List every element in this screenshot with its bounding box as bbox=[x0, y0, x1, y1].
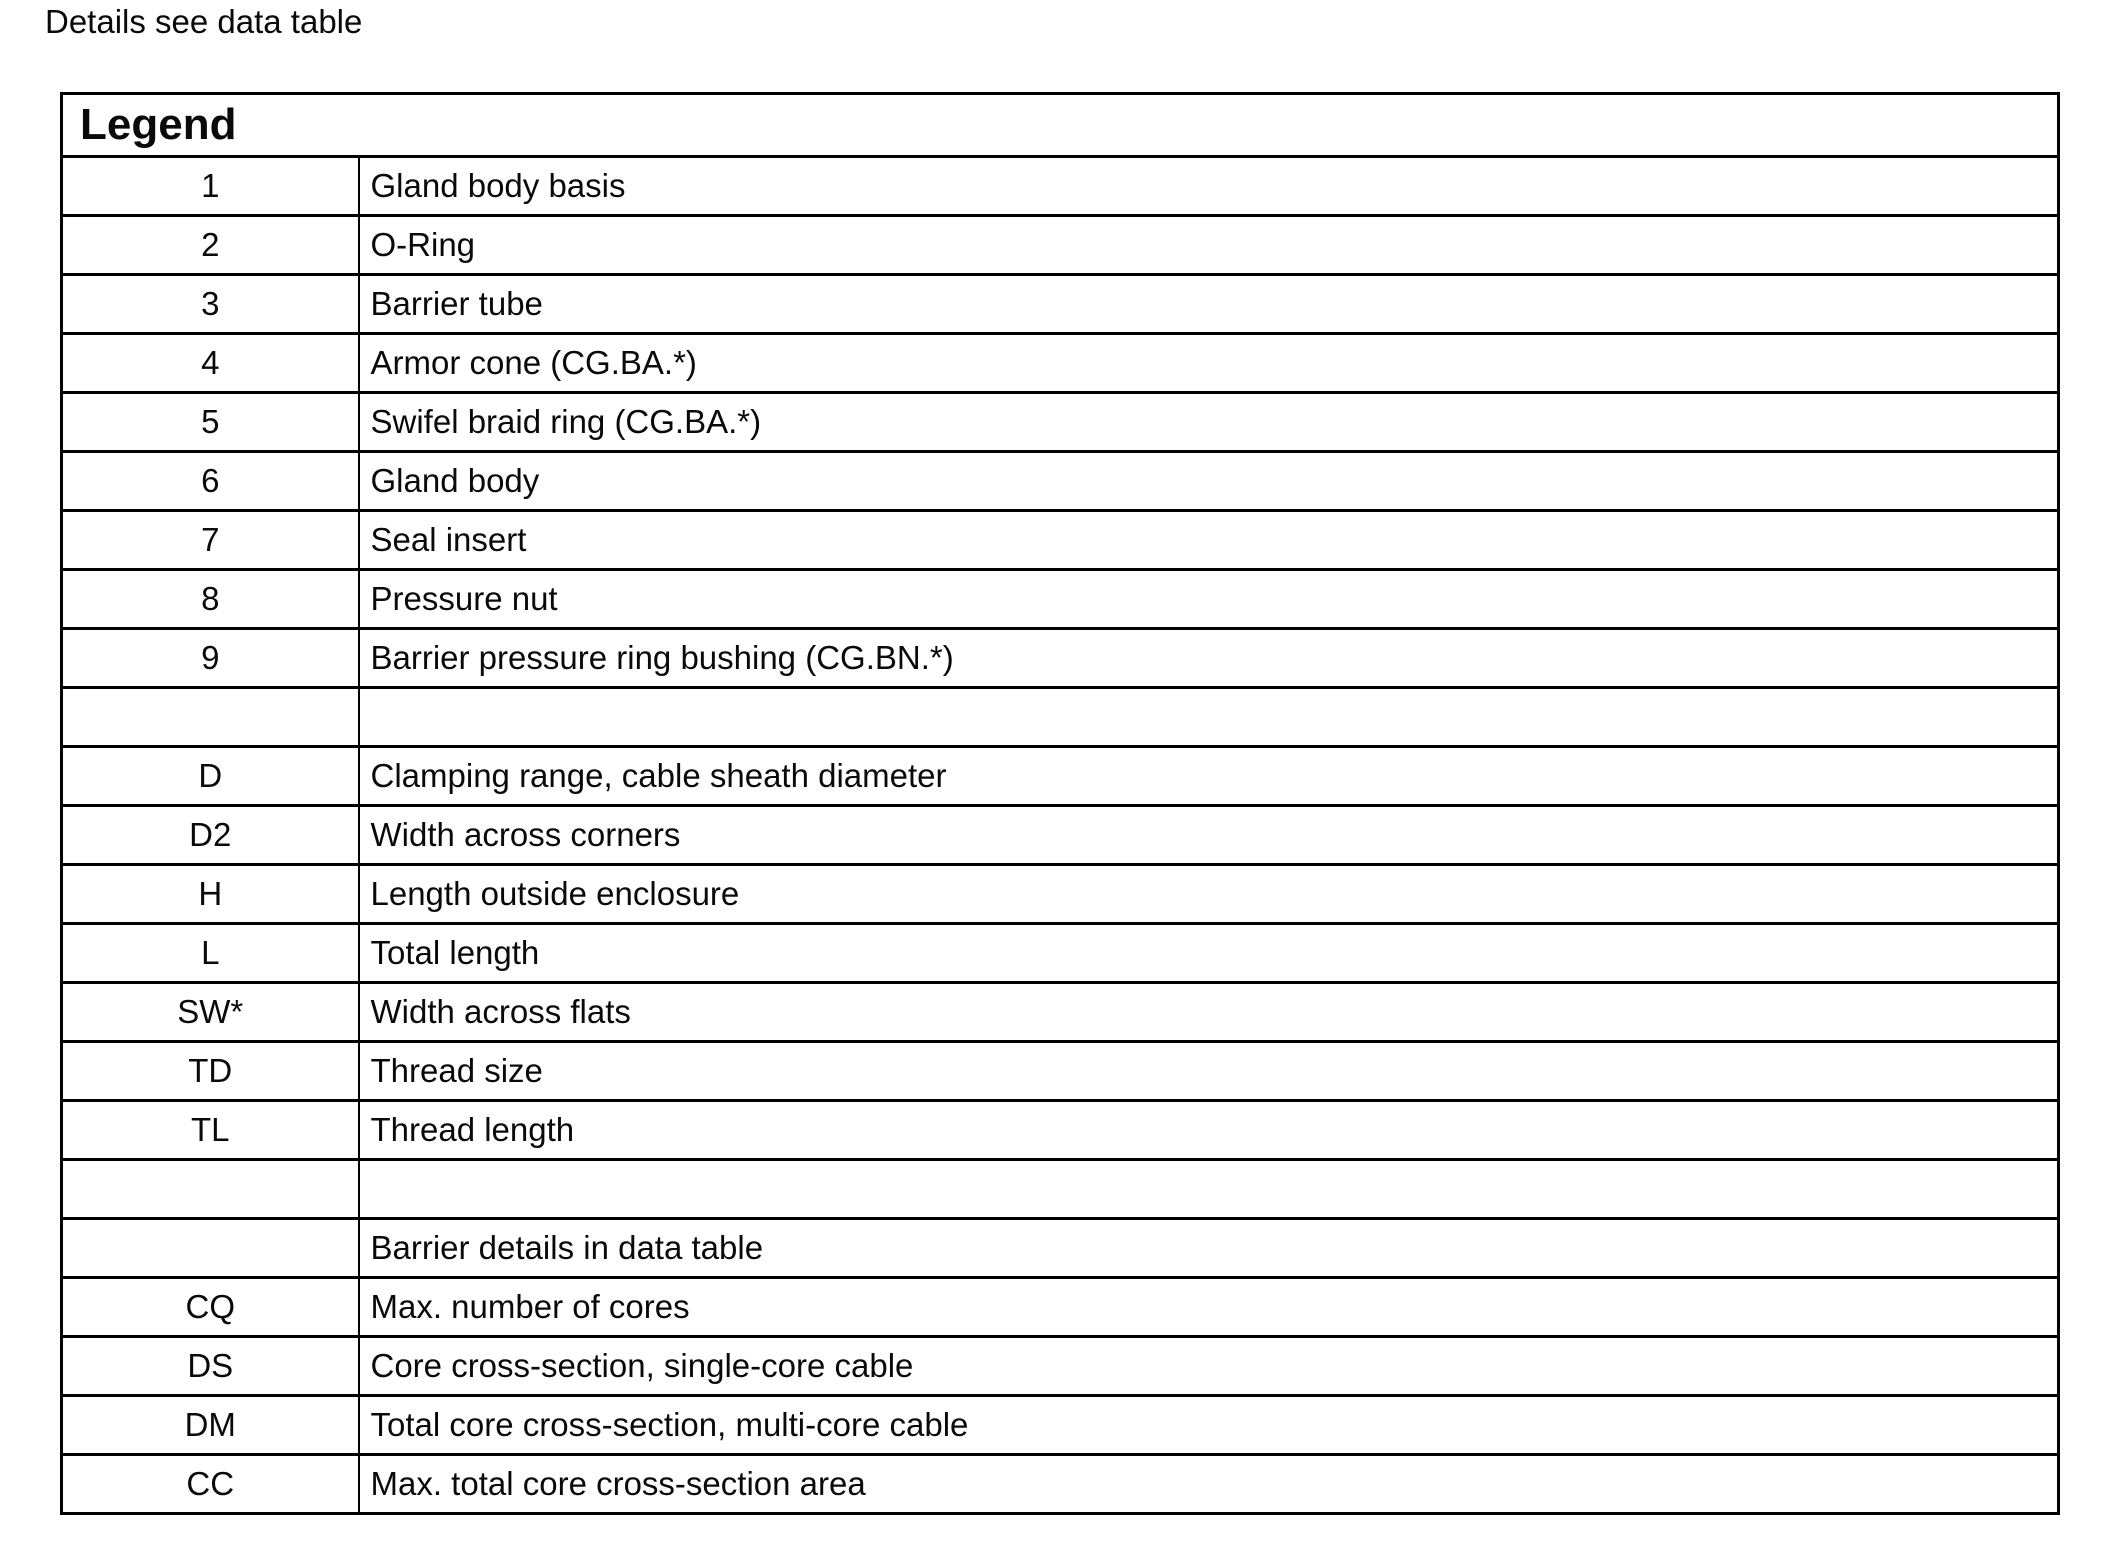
legend-row-label: Max. total core cross-section area bbox=[359, 1455, 2059, 1514]
legend-row-label: Swifel braid ring (CG.BA.*) bbox=[359, 393, 2059, 452]
legend-row-label: Gland body bbox=[359, 452, 2059, 511]
legend-row bbox=[62, 865, 2059, 924]
legend-row bbox=[62, 334, 2059, 393]
legend-row-label: Gland body basis bbox=[359, 157, 2059, 216]
legend-row-label: Width across flats bbox=[359, 983, 2059, 1042]
legend-row bbox=[62, 747, 2059, 806]
legend-row-code: 8 bbox=[62, 570, 359, 629]
legend-row bbox=[62, 1455, 2059, 1514]
legend-row-label: Pressure nut bbox=[359, 570, 2059, 629]
legend-row-code: H bbox=[62, 865, 359, 924]
legend-row-label: Armor cone (CG.BA.*) bbox=[359, 334, 2059, 393]
legend-row-code: TL bbox=[62, 1101, 359, 1160]
legend-row-code: L bbox=[62, 924, 359, 983]
legend-row-code: 4 bbox=[62, 334, 359, 393]
legend-row-label: Barrier tube bbox=[359, 275, 2059, 334]
legend-row-code bbox=[62, 688, 359, 747]
legend-row-code: DS bbox=[62, 1337, 359, 1396]
legend-row-code: 1 bbox=[62, 157, 359, 216]
legend-row-code bbox=[62, 1160, 359, 1219]
legend-row bbox=[62, 1278, 2059, 1337]
legend-row-label: Thread size bbox=[359, 1042, 2059, 1101]
legend-row-label: Barrier details in data table bbox=[359, 1219, 2059, 1278]
legend-row bbox=[62, 570, 2059, 629]
legend-row-label: Length outside enclosure bbox=[359, 865, 2059, 924]
legend-row bbox=[62, 1101, 2059, 1160]
legend-table-body bbox=[62, 157, 2059, 1514]
legend-row bbox=[62, 688, 2059, 747]
legend-row-code: 2 bbox=[62, 216, 359, 275]
legend-row-code: 3 bbox=[62, 275, 359, 334]
legend-row bbox=[62, 806, 2059, 865]
legend-row-code: 7 bbox=[62, 511, 359, 570]
legend-title-row bbox=[62, 94, 2059, 157]
legend-row-label: Clamping range, cable sheath diameter bbox=[359, 747, 2059, 806]
legend-row bbox=[62, 1396, 2059, 1455]
legend-row-code: 9 bbox=[62, 629, 359, 688]
legend-row-label bbox=[359, 1160, 2059, 1219]
legend-row-code: 5 bbox=[62, 393, 359, 452]
legend-row-code: D2 bbox=[62, 806, 359, 865]
legend-row bbox=[62, 1337, 2059, 1396]
legend-table bbox=[60, 92, 2060, 1515]
legend-row-label: Barrier pressure ring bushing (CG.BN.*) bbox=[359, 629, 2059, 688]
legend-row bbox=[62, 1160, 2059, 1219]
legend-row-code bbox=[62, 1219, 359, 1278]
legend-row bbox=[62, 157, 2059, 216]
legend-row-code: 6 bbox=[62, 452, 359, 511]
legend-row-label: Core cross-section, single-core cable bbox=[359, 1337, 2059, 1396]
legend-row bbox=[62, 924, 2059, 983]
legend-row-code: TD bbox=[62, 1042, 359, 1101]
legend-row-code: DM bbox=[62, 1396, 359, 1455]
note-details-see-data-table: Details see data table bbox=[45, 3, 363, 40]
legend-row bbox=[62, 393, 2059, 452]
legend-row bbox=[62, 452, 2059, 511]
legend-row-code: CC bbox=[62, 1455, 359, 1514]
legend-row-label: Width across corners bbox=[359, 806, 2059, 865]
legend-row-label: Total length bbox=[359, 924, 2059, 983]
legend-row-label: Seal insert bbox=[359, 511, 2059, 570]
legend-row bbox=[62, 216, 2059, 275]
legend-row bbox=[62, 1219, 2059, 1278]
legend-row bbox=[62, 983, 2059, 1042]
legend-row bbox=[62, 629, 2059, 688]
legend-title: Legend bbox=[62, 94, 2059, 157]
legend-row-label: O-Ring bbox=[359, 216, 2059, 275]
legend-row bbox=[62, 275, 2059, 334]
legend-row-label: Max. number of cores bbox=[359, 1278, 2059, 1337]
legend-row-label bbox=[359, 688, 2059, 747]
legend-row-code: SW* bbox=[62, 983, 359, 1042]
legend-row-label: Total core cross-section, multi-core cable bbox=[359, 1396, 2059, 1455]
legend-row-code: D bbox=[62, 747, 359, 806]
legend-row bbox=[62, 1042, 2059, 1101]
legend-row bbox=[62, 511, 2059, 570]
legend-row-code: CQ bbox=[62, 1278, 359, 1337]
legend-row-label: Thread length bbox=[359, 1101, 2059, 1160]
